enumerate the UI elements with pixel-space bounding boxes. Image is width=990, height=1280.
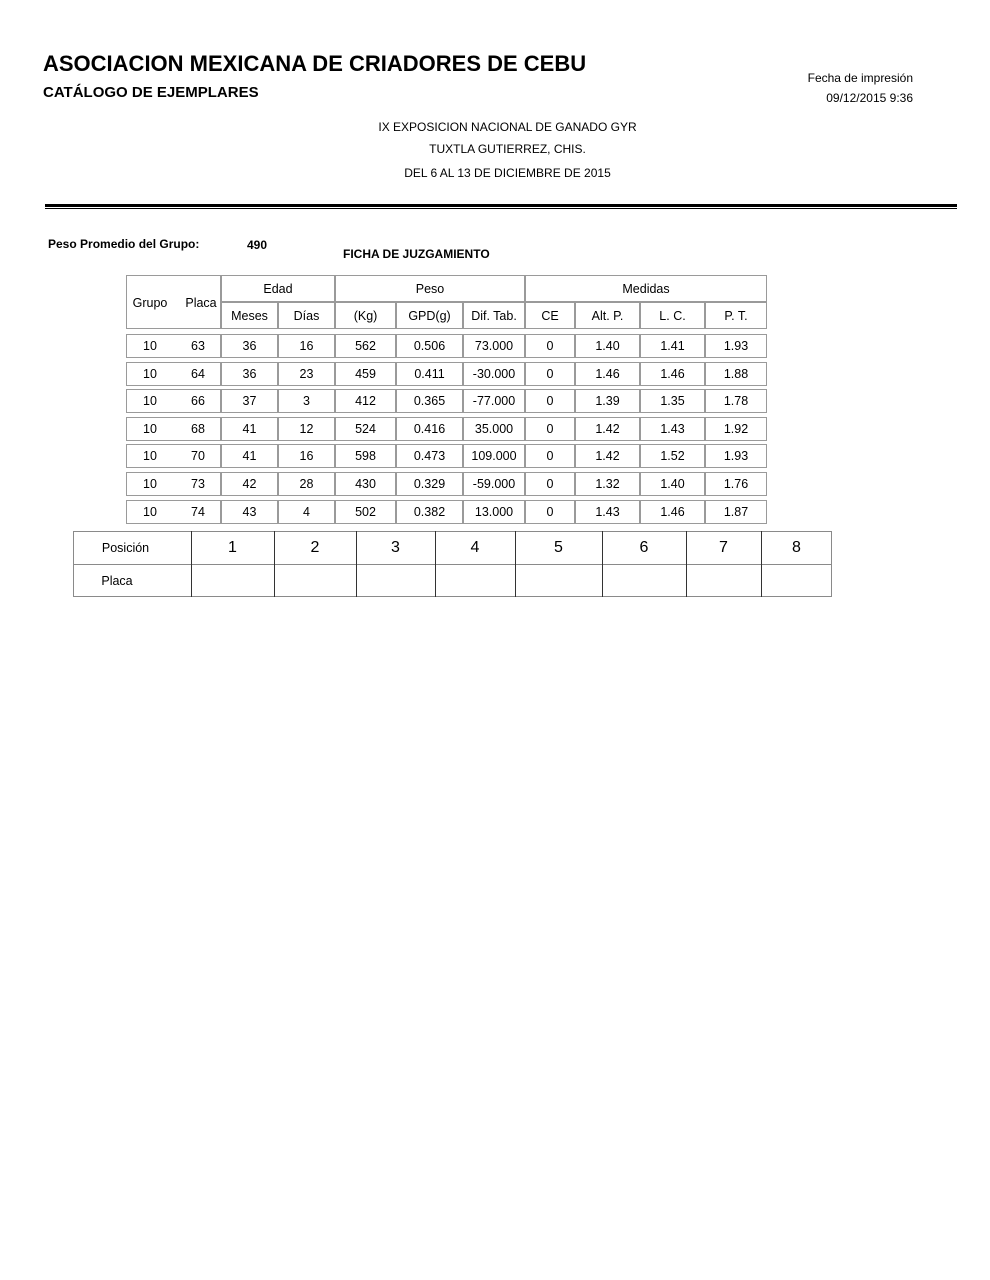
cell-kg: 524: [335, 417, 396, 441]
group-header-edad: Edad: [221, 275, 335, 302]
ranking-placa-slot-4[interactable]: [435, 564, 515, 597]
cell-ce: 0: [525, 417, 575, 441]
ranking-position-8: 8: [792, 538, 801, 556]
header-pt: P. T.: [705, 302, 767, 329]
cell-pt: 1.92: [705, 417, 767, 441]
ranking-placa-slot-5[interactable]: [515, 564, 602, 597]
cell-gpd: 0.365: [396, 389, 463, 413]
cell-dias: 3: [278, 389, 335, 413]
cell-kg: 459: [335, 362, 396, 386]
cell-meses: 36: [221, 334, 278, 358]
cell-alt-p: 1.46: [575, 362, 640, 386]
ranking-position-3: 3: [391, 538, 400, 556]
group-header-medidas: Medidas: [525, 275, 767, 302]
ranking-placa-slot-7[interactable]: [686, 564, 761, 597]
header-alt-p: Alt. P.: [575, 302, 640, 329]
cell-meses: 43: [221, 500, 278, 524]
cell-lc: 1.52: [640, 444, 705, 468]
cell-placa: 74: [191, 505, 205, 519]
cell-alt-p: 1.40: [575, 334, 640, 358]
ranking-position-2: 2: [310, 538, 320, 556]
cell-dif-tab: 35.000: [463, 417, 525, 441]
cell-ce: 0: [525, 472, 575, 496]
header-lc: L. C.: [640, 302, 705, 329]
cell-grupo: 10: [143, 367, 157, 381]
cell-dif-tab: 13.000: [463, 500, 525, 524]
cell-pt: 1.93: [705, 334, 767, 358]
ranking-placa-slot-3[interactable]: [356, 564, 435, 597]
header-placa: Placa: [185, 296, 217, 310]
group-header-peso: Peso: [335, 275, 525, 302]
ranking-position-4: 4: [470, 538, 480, 556]
header-dif-tab: Dif. Tab.: [463, 302, 525, 329]
avg-weight-label: Peso Promedio del Grupo:: [48, 237, 200, 251]
cell-gpd: 0.411: [396, 362, 463, 386]
ranking-position-label: Posición: [101, 540, 150, 555]
cell-alt-p: 1.43: [575, 500, 640, 524]
cell-pt: 1.88: [705, 362, 767, 386]
ranking-placa-label: Placa: [101, 573, 133, 588]
event-name: IX EXPOSICION NACIONAL DE GANADO GYR: [378, 120, 637, 134]
ranking-placa-slot-6[interactable]: [602, 564, 686, 597]
cell-pt: 1.93: [705, 444, 767, 468]
cell-meses: 36: [221, 362, 278, 386]
cell-meses: 41: [221, 444, 278, 468]
cell-placa: 64: [191, 367, 205, 381]
cell-ce: 0: [525, 334, 575, 358]
cell-gpd: 0.416: [396, 417, 463, 441]
cell-kg: 562: [335, 334, 396, 358]
cell-dias: 28: [278, 472, 335, 496]
cell-lc: 1.40: [640, 472, 705, 496]
cell-dif-tab: -30.000: [463, 362, 525, 386]
cell-dias: 23: [278, 362, 335, 386]
header-grupo: Grupo: [132, 296, 168, 310]
ranking-placa-slot-2[interactable]: [274, 564, 356, 597]
ranking-position-6: 6: [639, 538, 649, 556]
cell-meses: 42: [221, 472, 278, 496]
ranking-placa-slot-8[interactable]: [761, 564, 832, 597]
cell-alt-p: 1.32: [575, 472, 640, 496]
cell-pt: 1.76: [705, 472, 767, 496]
header-kg: (Kg): [335, 302, 396, 329]
cell-kg: 502: [335, 500, 396, 524]
cell-kg: 430: [335, 472, 396, 496]
print-date-label: Fecha de impresión: [807, 71, 913, 85]
cell-pt: 1.78: [705, 389, 767, 413]
cell-dias: 4: [278, 500, 335, 524]
ranking-placa-slot-1[interactable]: [191, 564, 274, 597]
ranking-position-7: 7: [719, 538, 728, 556]
cell-dif-tab: -59.000: [463, 472, 525, 496]
divider-thin: [45, 208, 957, 209]
cell-lc: 1.35: [640, 389, 705, 413]
print-date-value: 09/12/2015 9:36: [826, 91, 913, 105]
catalog-title: CATÁLOGO DE EJEMPLARES: [43, 84, 259, 101]
header-gpd: GPD(g): [396, 302, 463, 329]
cell-placa: 68: [191, 422, 205, 436]
cell-dif-tab: -77.000: [463, 389, 525, 413]
cell-grupo: 10: [143, 422, 157, 436]
event-location: TUXTLA GUTIERREZ, CHIS.: [429, 142, 586, 156]
cell-placa: 63: [191, 339, 205, 353]
cell-dif-tab: 109.000: [463, 444, 525, 468]
divider-thick: [45, 204, 957, 207]
cell-dif-tab: 73.000: [463, 334, 525, 358]
cell-ce: 0: [525, 500, 575, 524]
ficha-title: FICHA DE JUZGAMIENTO: [343, 247, 490, 261]
cell-alt-p: 1.39: [575, 389, 640, 413]
cell-meses: 41: [221, 417, 278, 441]
cell-grupo: 10: [143, 449, 157, 463]
cell-grupo: 10: [143, 394, 157, 408]
cell-pt: 1.87: [705, 500, 767, 524]
cell-ce: 0: [525, 362, 575, 386]
cell-gpd: 0.506: [396, 334, 463, 358]
cell-grupo: 10: [143, 505, 157, 519]
cell-gpd: 0.382: [396, 500, 463, 524]
cell-lc: 1.46: [640, 362, 705, 386]
cell-dias: 12: [278, 417, 335, 441]
ranking-position-1: 1: [228, 538, 237, 556]
org-title: ASOCIACION MEXICANA DE CRIADORES DE CEBU: [43, 51, 587, 76]
cell-placa: 73: [191, 477, 205, 491]
cell-ce: 0: [525, 389, 575, 413]
cell-kg: 412: [335, 389, 396, 413]
cell-grupo: 10: [143, 477, 157, 491]
cell-dias: 16: [278, 334, 335, 358]
cell-grupo: 10: [143, 339, 157, 353]
event-dates: DEL 6 AL 13 DE DICIEMBRE DE 2015: [404, 166, 611, 180]
cell-kg: 598: [335, 444, 396, 468]
cell-lc: 1.41: [640, 334, 705, 358]
cell-lc: 1.46: [640, 500, 705, 524]
cell-meses: 37: [221, 389, 278, 413]
header-ce: CE: [525, 302, 575, 329]
header-dias: Días: [278, 302, 335, 329]
cell-lc: 1.43: [640, 417, 705, 441]
cell-placa: 66: [191, 394, 205, 408]
cell-gpd: 0.329: [396, 472, 463, 496]
cell-alt-p: 1.42: [575, 444, 640, 468]
cell-ce: 0: [525, 444, 575, 468]
cell-alt-p: 1.42: [575, 417, 640, 441]
header-meses: Meses: [221, 302, 278, 329]
ranking-position-5: 5: [554, 538, 563, 556]
cell-gpd: 0.473: [396, 444, 463, 468]
cell-placa: 70: [191, 449, 205, 463]
avg-weight-value: 490: [247, 238, 268, 252]
cell-dias: 16: [278, 444, 335, 468]
